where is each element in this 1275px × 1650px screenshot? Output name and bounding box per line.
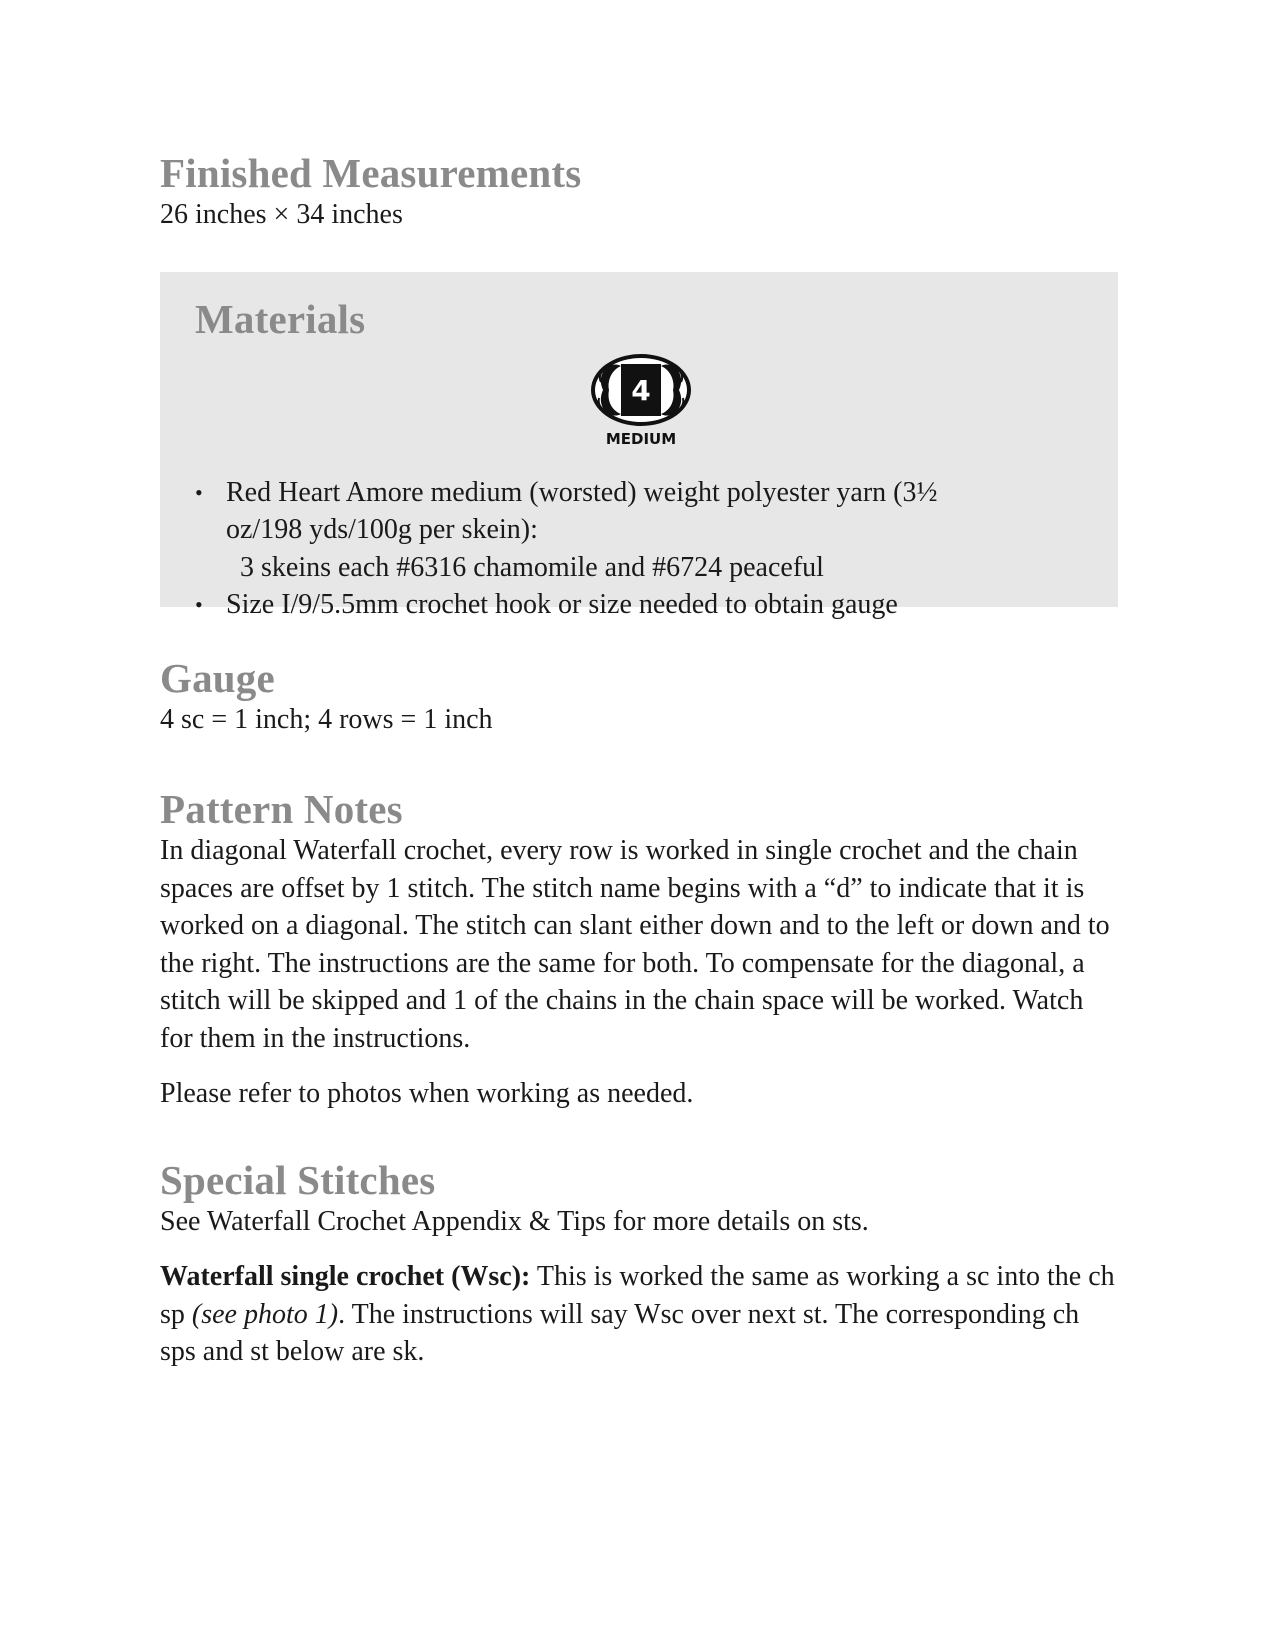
gauge-section xyxy=(160,655,1118,739)
pattern-notes-heading: Pattern Notes xyxy=(160,786,403,832)
list-item xyxy=(195,586,1084,624)
material-hook-line: Size I/9/5.5mm crochet hook or size needed to obtain gauge xyxy=(226,589,898,620)
special-stitches-intro: See Waterfall Crochet Appendix & Tips for more details on sts. xyxy=(160,1205,869,1237)
material-yarn-line1: Red Heart Amore medium (worsted) weight polyester yarn (3½ xyxy=(226,476,938,508)
yarn-weight-number: 4 xyxy=(631,373,651,407)
gauge-value: 4 sc = 1 inch; 4 rows = 1 inch xyxy=(160,703,493,735)
wsc-definition xyxy=(160,1258,1118,1371)
finished-measurements-heading: Finished Measurements xyxy=(160,150,582,196)
pattern-notes-paragraph: In diagonal Waterfall crochet, every row is worked in single crochet and the chain spaces are offset by 1 stitch. The stitch name begins with a “d” to indicate that it is worked on a diagonal. The stitch can slant either down and to the left or down and to the right. The instructions are the same for both. To compensate for the diagonal, a stitch will be skipped and 1 of the chains in the chain space will be worked. Watch for them in the instructions. xyxy=(160,835,1110,1054)
wsc-photo-reference: (see photo 1) xyxy=(191,1298,339,1330)
pattern-notes-section xyxy=(160,786,1118,1113)
pattern-notes-photos-note: Please refer to photos when working as needed. xyxy=(160,1078,694,1109)
materials-heading: Materials xyxy=(195,295,366,342)
materials-list xyxy=(195,474,1084,624)
yarn-weight-symbol-icon xyxy=(581,352,701,452)
material-yarn-line3: 3 skeins each #6316 chamomile and #6724 peaceful xyxy=(240,551,824,583)
finished-measurements-value: 26 inches × 34 inches xyxy=(160,199,403,230)
yarn-weight-label: MEDIUM xyxy=(605,429,677,448)
gauge-heading: Gauge xyxy=(160,654,275,701)
document-page xyxy=(160,150,1118,1371)
wsc-text-part2: . The instructions will say Wsc over next st. The corresponding ch sps and st below are sk. xyxy=(160,1298,1080,1367)
bullet-icon: • xyxy=(195,592,203,617)
bullet-icon: • xyxy=(195,479,203,505)
finished-measurements-section xyxy=(160,150,1118,234)
materials-section xyxy=(160,272,1118,620)
material-yarn-line2: oz/198 yds/100g per skein): xyxy=(226,514,538,545)
special-stitches-section xyxy=(160,1157,1118,1371)
wsc-term: Waterfall single crochet (Wsc): xyxy=(160,1261,531,1292)
list-item xyxy=(195,474,1084,587)
wsc-text-part1: This is worked the same as working a sc into the ch sp xyxy=(160,1261,1115,1330)
special-stitches-heading: Special Stitches xyxy=(160,1156,436,1203)
